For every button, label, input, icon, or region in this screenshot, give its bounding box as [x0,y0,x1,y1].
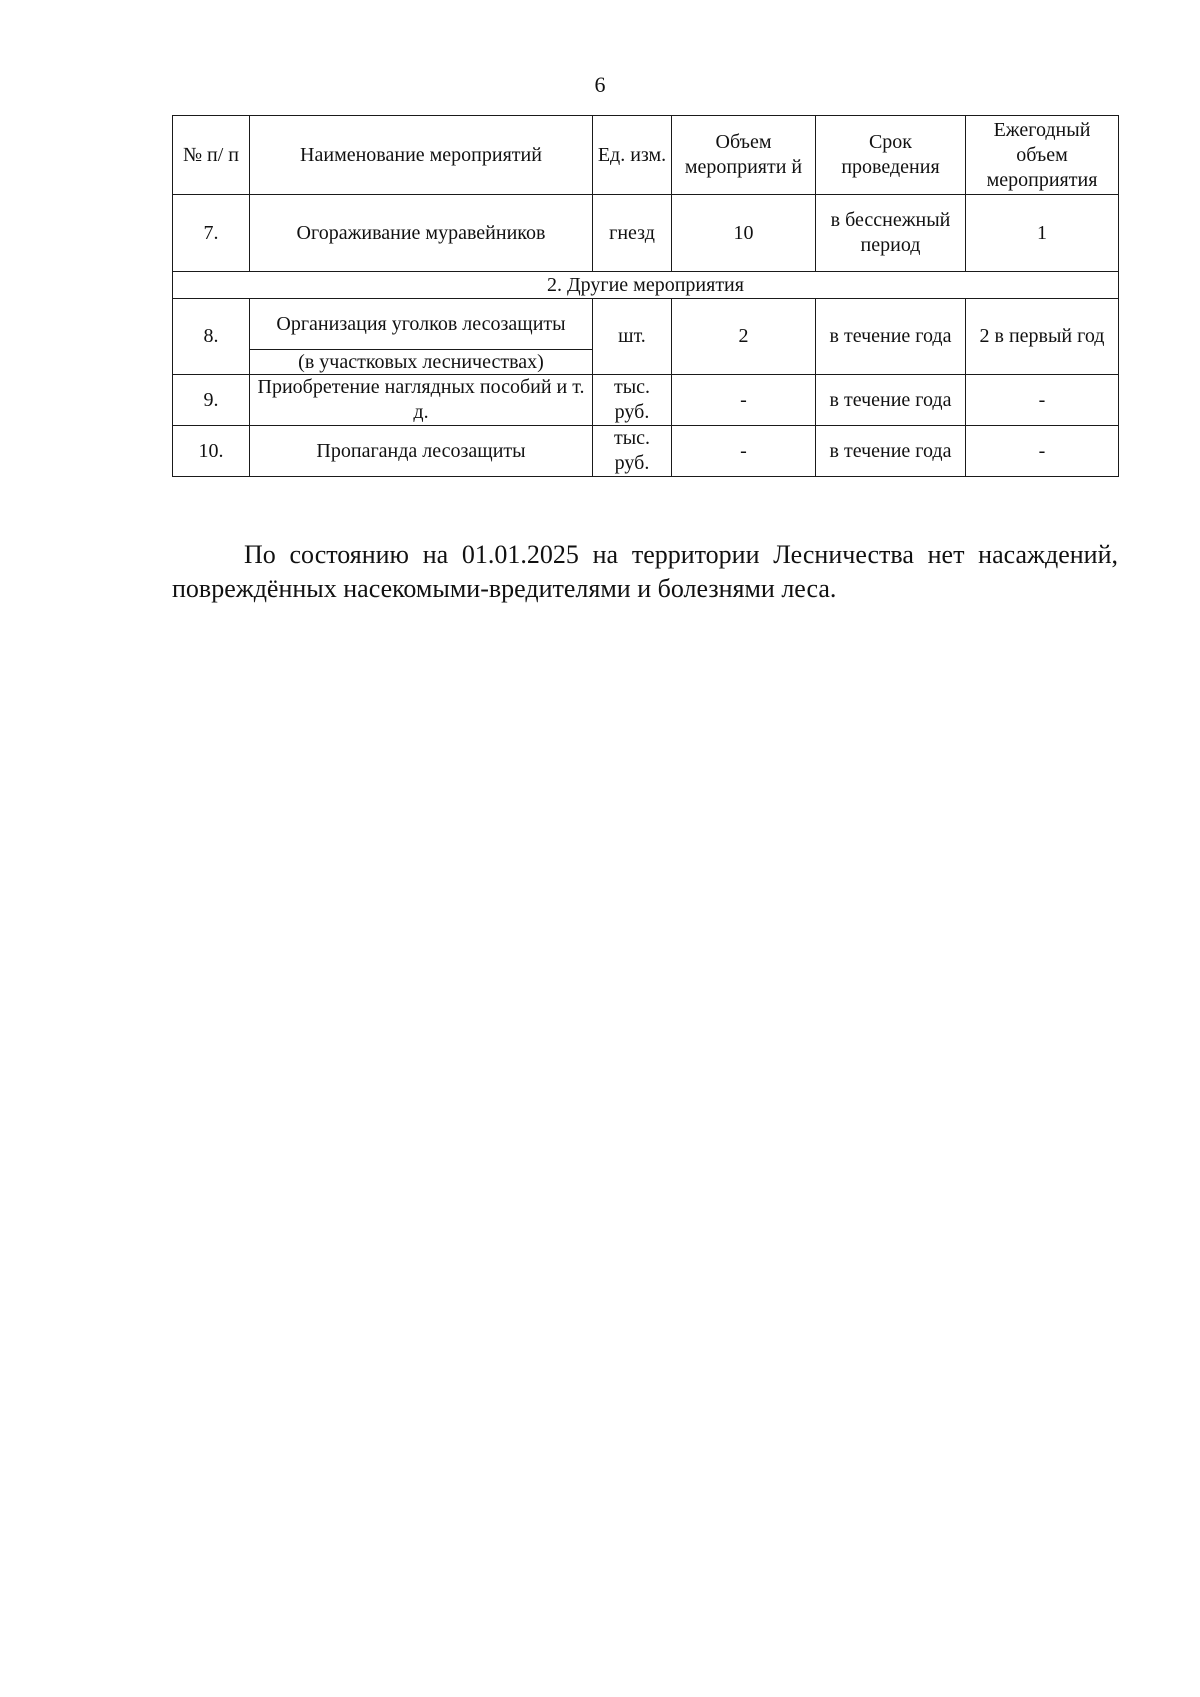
header-period: Срок проведения [816,116,966,195]
row9-name: Приобретение наглядных пособий и т. д. [250,375,593,426]
row10-unit: тыс. руб. [593,426,672,477]
table-header-row [173,116,1119,195]
row8-period: в течение года [816,299,966,375]
row10-num: 10. [173,426,250,477]
row9-annual: - [966,375,1119,426]
row10-period: в течение года [816,426,966,477]
body-paragraph: По состоянию на 01.01.2025 на территории Лесничества нет насаждений, повреждённых насекомыми-вредителями и болезнями леса. [172,540,1118,603]
section-row [173,272,1119,299]
row9-period: в течение года [816,375,966,426]
header-volume: Объем мероприяти й [672,116,816,195]
section-title: 2. Другие мероприятия [173,272,1119,299]
row8-name-sub: (в участковых лесничествах) [250,350,593,375]
header-annual: Ежегодный объем мероприятия [966,116,1119,195]
row9-unit: тыс. руб. [593,375,672,426]
row8-num: 8. [173,299,250,375]
row7-period: в бесснежный период [816,195,966,272]
row8-volume: 2 [672,299,816,375]
header-name: Наименование мероприятий [250,116,593,195]
row9-volume: - [672,375,816,426]
row8-name: Организация уголков лесозащиты [250,299,593,350]
row7-num: 7. [173,195,250,272]
page-number: 6 [594,72,606,97]
row10-annual: - [966,426,1119,477]
header-num: № п/ п [173,116,250,195]
table-row [173,195,1119,272]
row10-volume: - [672,426,816,477]
measures-table [172,115,1119,477]
row9-num: 9. [173,375,250,426]
row7-annual: 1 [966,195,1119,272]
table-row [173,299,1119,350]
row7-unit: гнезд [593,195,672,272]
row8-unit: шт. [593,299,672,375]
row7-volume: 10 [672,195,816,272]
row8-annual: 2 в первый год [966,299,1119,375]
table-row [173,375,1119,426]
row10-name: Пропаганда лесозащиты [250,426,593,477]
header-unit: Ед. изм. [593,116,672,195]
table-row [173,426,1119,477]
row7-name: Огораживание муравейников [250,195,593,272]
